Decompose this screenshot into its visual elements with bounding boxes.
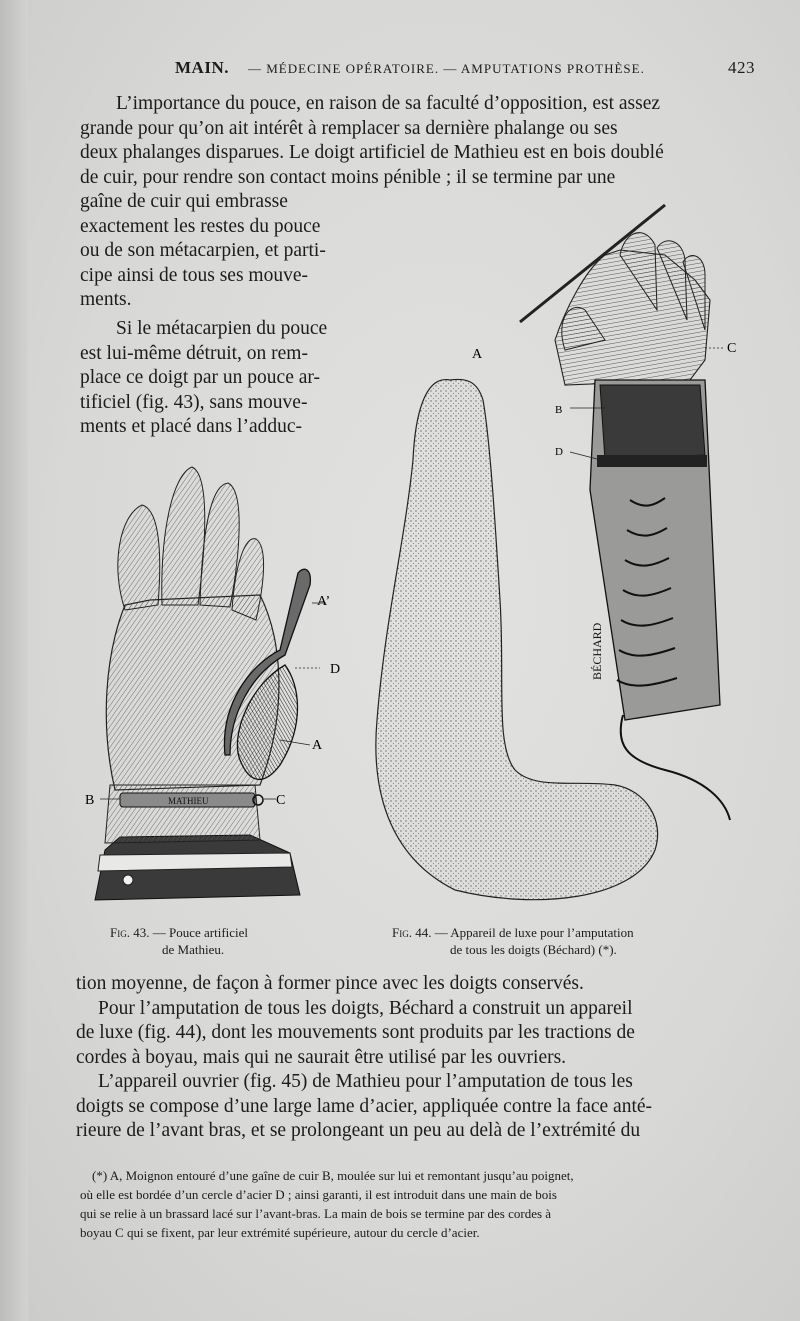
text-line: rieure de l’avant bras, et se prolongeant un peu au delà de l’extrémité du xyxy=(76,1120,641,1141)
text-line: deux phalanges disparues. Le doigt artificiel de Mathieu est en bois doublé xyxy=(80,142,664,163)
left-column-paragraph-1 xyxy=(80,190,370,313)
running-header xyxy=(70,58,755,84)
text-line: grande pour qu’on ait intérêt à remplacer sa dernière phalange ou ses xyxy=(80,117,618,139)
caption-text: de tous les doigts (Béchard) (*). xyxy=(450,942,617,957)
figure-44-illustration xyxy=(365,200,755,915)
caption-fig-number: Fig. 43. xyxy=(110,925,150,940)
caption-text: — Appareil de luxe pour l’amputation xyxy=(434,925,634,940)
body-text xyxy=(76,972,736,1144)
text-line: ou de son métacarpien, et parti- xyxy=(80,240,326,261)
text-line: cordes à boyau, mais qui ne saurait être utilisé par les ouvriers. xyxy=(76,1046,567,1068)
fig44-label-b: B xyxy=(555,404,563,416)
text-line: de cuir, pour rendre son contact moins pénible ; il se termine par une xyxy=(80,166,616,188)
left-column-paragraph-2 xyxy=(80,317,370,440)
text-line: place ce doigt par un pouce ar- xyxy=(80,367,320,388)
fig44-label-a: A xyxy=(472,347,483,362)
header-subtitle: — MÉDECINE OPÉRATOIRE. — AMPUTATIONS PROTHÈSE. xyxy=(248,61,645,76)
text-line: Si le métacarpien du pouce xyxy=(116,318,328,339)
header-title: MAIN. xyxy=(175,58,229,77)
figure-43-illustration xyxy=(80,455,340,915)
intro-paragraph xyxy=(80,92,752,190)
footnote-line: boyau C qui se fixent, par leur extrémité supérieure, autour du cercle d’acier. xyxy=(80,1225,480,1240)
text-line: de luxe (fig. 44), dont les mouvements sont produits par les tractions de xyxy=(76,1022,635,1043)
fig43-label-a: A xyxy=(312,738,323,753)
text-line: tificiel (fig. 43), sans mouve- xyxy=(80,391,308,413)
fig44-label-d: D xyxy=(555,446,563,458)
caption-text: de Mathieu. xyxy=(162,942,225,957)
fig43-label-d: D xyxy=(330,662,340,677)
text-line: doigts se compose d’une large lame d’acier, appliquée contre la face anté- xyxy=(76,1095,653,1117)
text-line: cipe ainsi de tous ses mouve- xyxy=(80,264,308,286)
footnote-line: où elle est bordée d’un cercle d’acier D ; ainsi garanti, il est introduit dans une main de bois xyxy=(80,1187,557,1202)
fig43-label-b: B xyxy=(85,793,95,808)
figure-43-caption xyxy=(110,924,340,958)
caption-fig-number: Fig. 44. xyxy=(392,925,432,940)
text-line: exactement les restes du pouce xyxy=(80,215,321,237)
figure-44-caption xyxy=(392,924,732,958)
band-label: MATHIEU xyxy=(168,796,209,806)
text-line: L’appareil ouvrier (fig. 45) de Mathieu pour l’amputation de tous les xyxy=(98,1071,633,1092)
page-number: 423 xyxy=(728,58,755,77)
page-gutter xyxy=(0,0,28,1321)
text-line: Pour l’amputation de tous les doigts, Béchard a construit un appareil xyxy=(98,997,633,1019)
footnote-line: qui se relie à un brassard lacé sur l’avant-bras. La main de bois se termine par des cordes à xyxy=(80,1206,552,1221)
footnote xyxy=(80,1166,732,1242)
fig44-label-c: C xyxy=(727,341,737,356)
text-line: L’importance du pouce, en raison de sa faculté d’opposition, est assez xyxy=(116,93,661,114)
fig43-label-a-prime: A’ xyxy=(317,594,331,609)
text-line: ments. xyxy=(80,289,132,310)
text-line: ments et placé dans l’adduc- xyxy=(80,416,302,437)
caption-text: — Pouce artificiel xyxy=(152,925,249,940)
brand-label: BÉCHARD xyxy=(590,622,604,680)
footnote-line: (*) A, Moignon entouré d’une gaîne de cuir B, moulée sur lui et remontant jusqu’au poignet, xyxy=(92,1168,574,1183)
fig43-label-c: C xyxy=(276,793,286,808)
text-line: tion moyenne, de façon à former pince avec les doigts conservés. xyxy=(76,973,584,994)
text-line: gaîne de cuir qui embrasse xyxy=(80,191,288,212)
text-line: est lui-même détruit, on rem- xyxy=(80,342,308,364)
